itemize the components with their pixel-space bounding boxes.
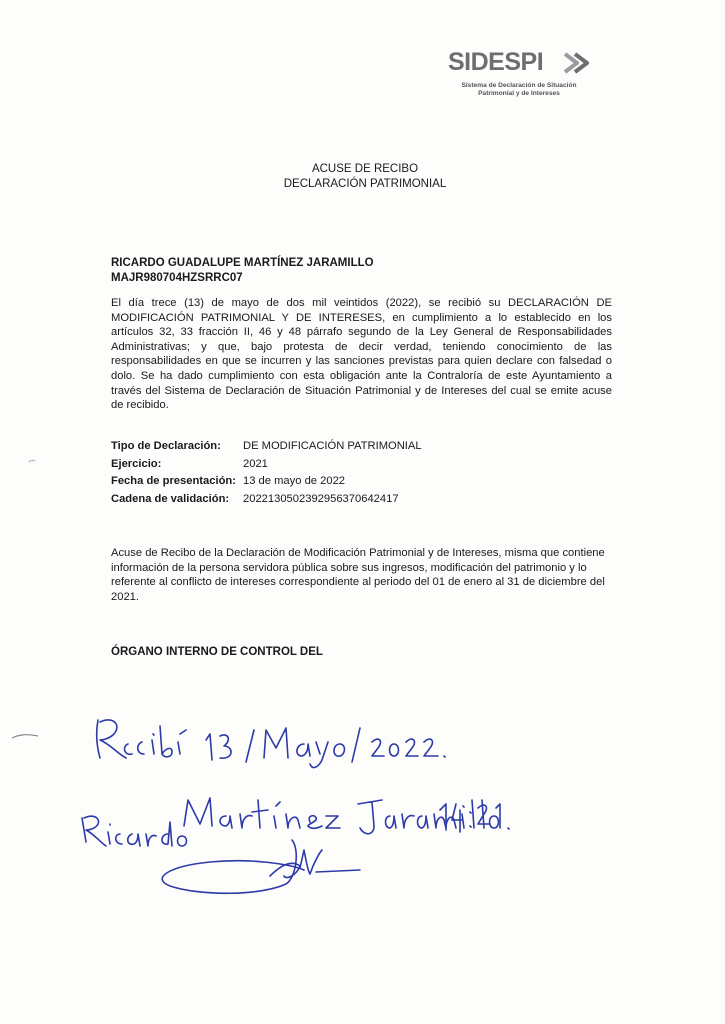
detail-label: Ejercicio:: [111, 457, 162, 470]
hw-mayo: [264, 728, 345, 767]
logo-subtitle-line1: Sistema de Declaración de Situación: [461, 82, 577, 89]
declarant-rfc: MAJR980704HZSRRC07: [111, 272, 243, 284]
scan-mark-left: [10, 730, 40, 740]
detail-value: 13 de mayo de 2022: [243, 475, 346, 488]
body-paragraph: El día trece (13) de mayo de dos mil veintidos (2022), se recibió su DECLARACIÓN DE MODIFICACIÓN PATRIMONIAL Y DE INTERESES, en cumplimiento a lo establecido en los artículos 32, 33 fracción II, 46 y 48 párrafo segundo de la Ley General de Responsabilidades Administrativas; y que, bajo protesta de decir verdad, teniendo conocimiento de las responsabilidades en que se incurren y las sanciones previstas para quien declare con falsedad o dolo. Se ha dado cumplimiento con esta obligación ante la Contraloría de este Ayuntamiento a través del Sistema de Declaración de Situación Patrimonial y de Intereses del cual se emite acuse de recibido.: [111, 297, 612, 412]
detail-value: DE MODIFICACIÓN PATRIMONIAL: [243, 440, 422, 452]
acuse-paragraph: Acuse de Recibo de la Declaración de Modificación Patrimonial y de Intereses, misma que contiene información de la persona servidora pública sobre sus ingresos, modificación del patrimonio y lo referente al conflicto de intereses correspondiente al periodo del 01 de enero al 31 de diciembre del 2021.: [111, 547, 605, 603]
hw-recibi: [97, 720, 186, 758]
logo-subtitle: [444, 82, 594, 98]
logo-subtitle-line2: Patrimonial y de Intereses: [478, 90, 560, 97]
sidespi-logo: [444, 44, 594, 114]
detail-row-ejercicio: [111, 456, 422, 474]
hw-13: [206, 734, 231, 760]
scan-mark-dot: [28, 458, 36, 464]
handwritten-annotation: [60, 700, 580, 920]
title-line-2: DECLARACIÓN PATRIMONIAL: [283, 178, 447, 190]
logo-arrow-icon: [561, 48, 591, 78]
organo-interno-heading: ÓRGANO INTERNO DE CONTROL DEL: [111, 646, 323, 658]
detail-row-fecha: [111, 473, 422, 491]
detail-label: Cadena de validación:: [111, 492, 230, 505]
detail-label: Fecha de presentación:: [111, 475, 236, 488]
hw-ricardo: [82, 816, 187, 846]
detail-value: 20221305023929563706424​17: [243, 492, 399, 505]
hw-slash-2: [352, 728, 360, 762]
detail-row-cadena: [111, 491, 422, 509]
declarant-name: RICARDO GUADALUPE MARTÍNEZ JARAMILLO: [111, 257, 374, 269]
hw-2022: [372, 739, 445, 757]
hw-jaramillo: [358, 800, 499, 834]
logo-brand: SIDESPI: [448, 48, 544, 76]
document-title: [200, 162, 530, 192]
detail-label: Tipo de Declaración:: [111, 440, 221, 452]
detail-row-tipo: [111, 438, 422, 456]
title-line-1: ACUSE DE RECIBO: [311, 163, 419, 175]
hw-signature: [162, 840, 360, 893]
detail-value: 2021: [243, 457, 268, 470]
hw-martinez: [184, 798, 340, 828]
declaration-details: [111, 438, 422, 508]
hw-slash-1: [246, 730, 254, 762]
